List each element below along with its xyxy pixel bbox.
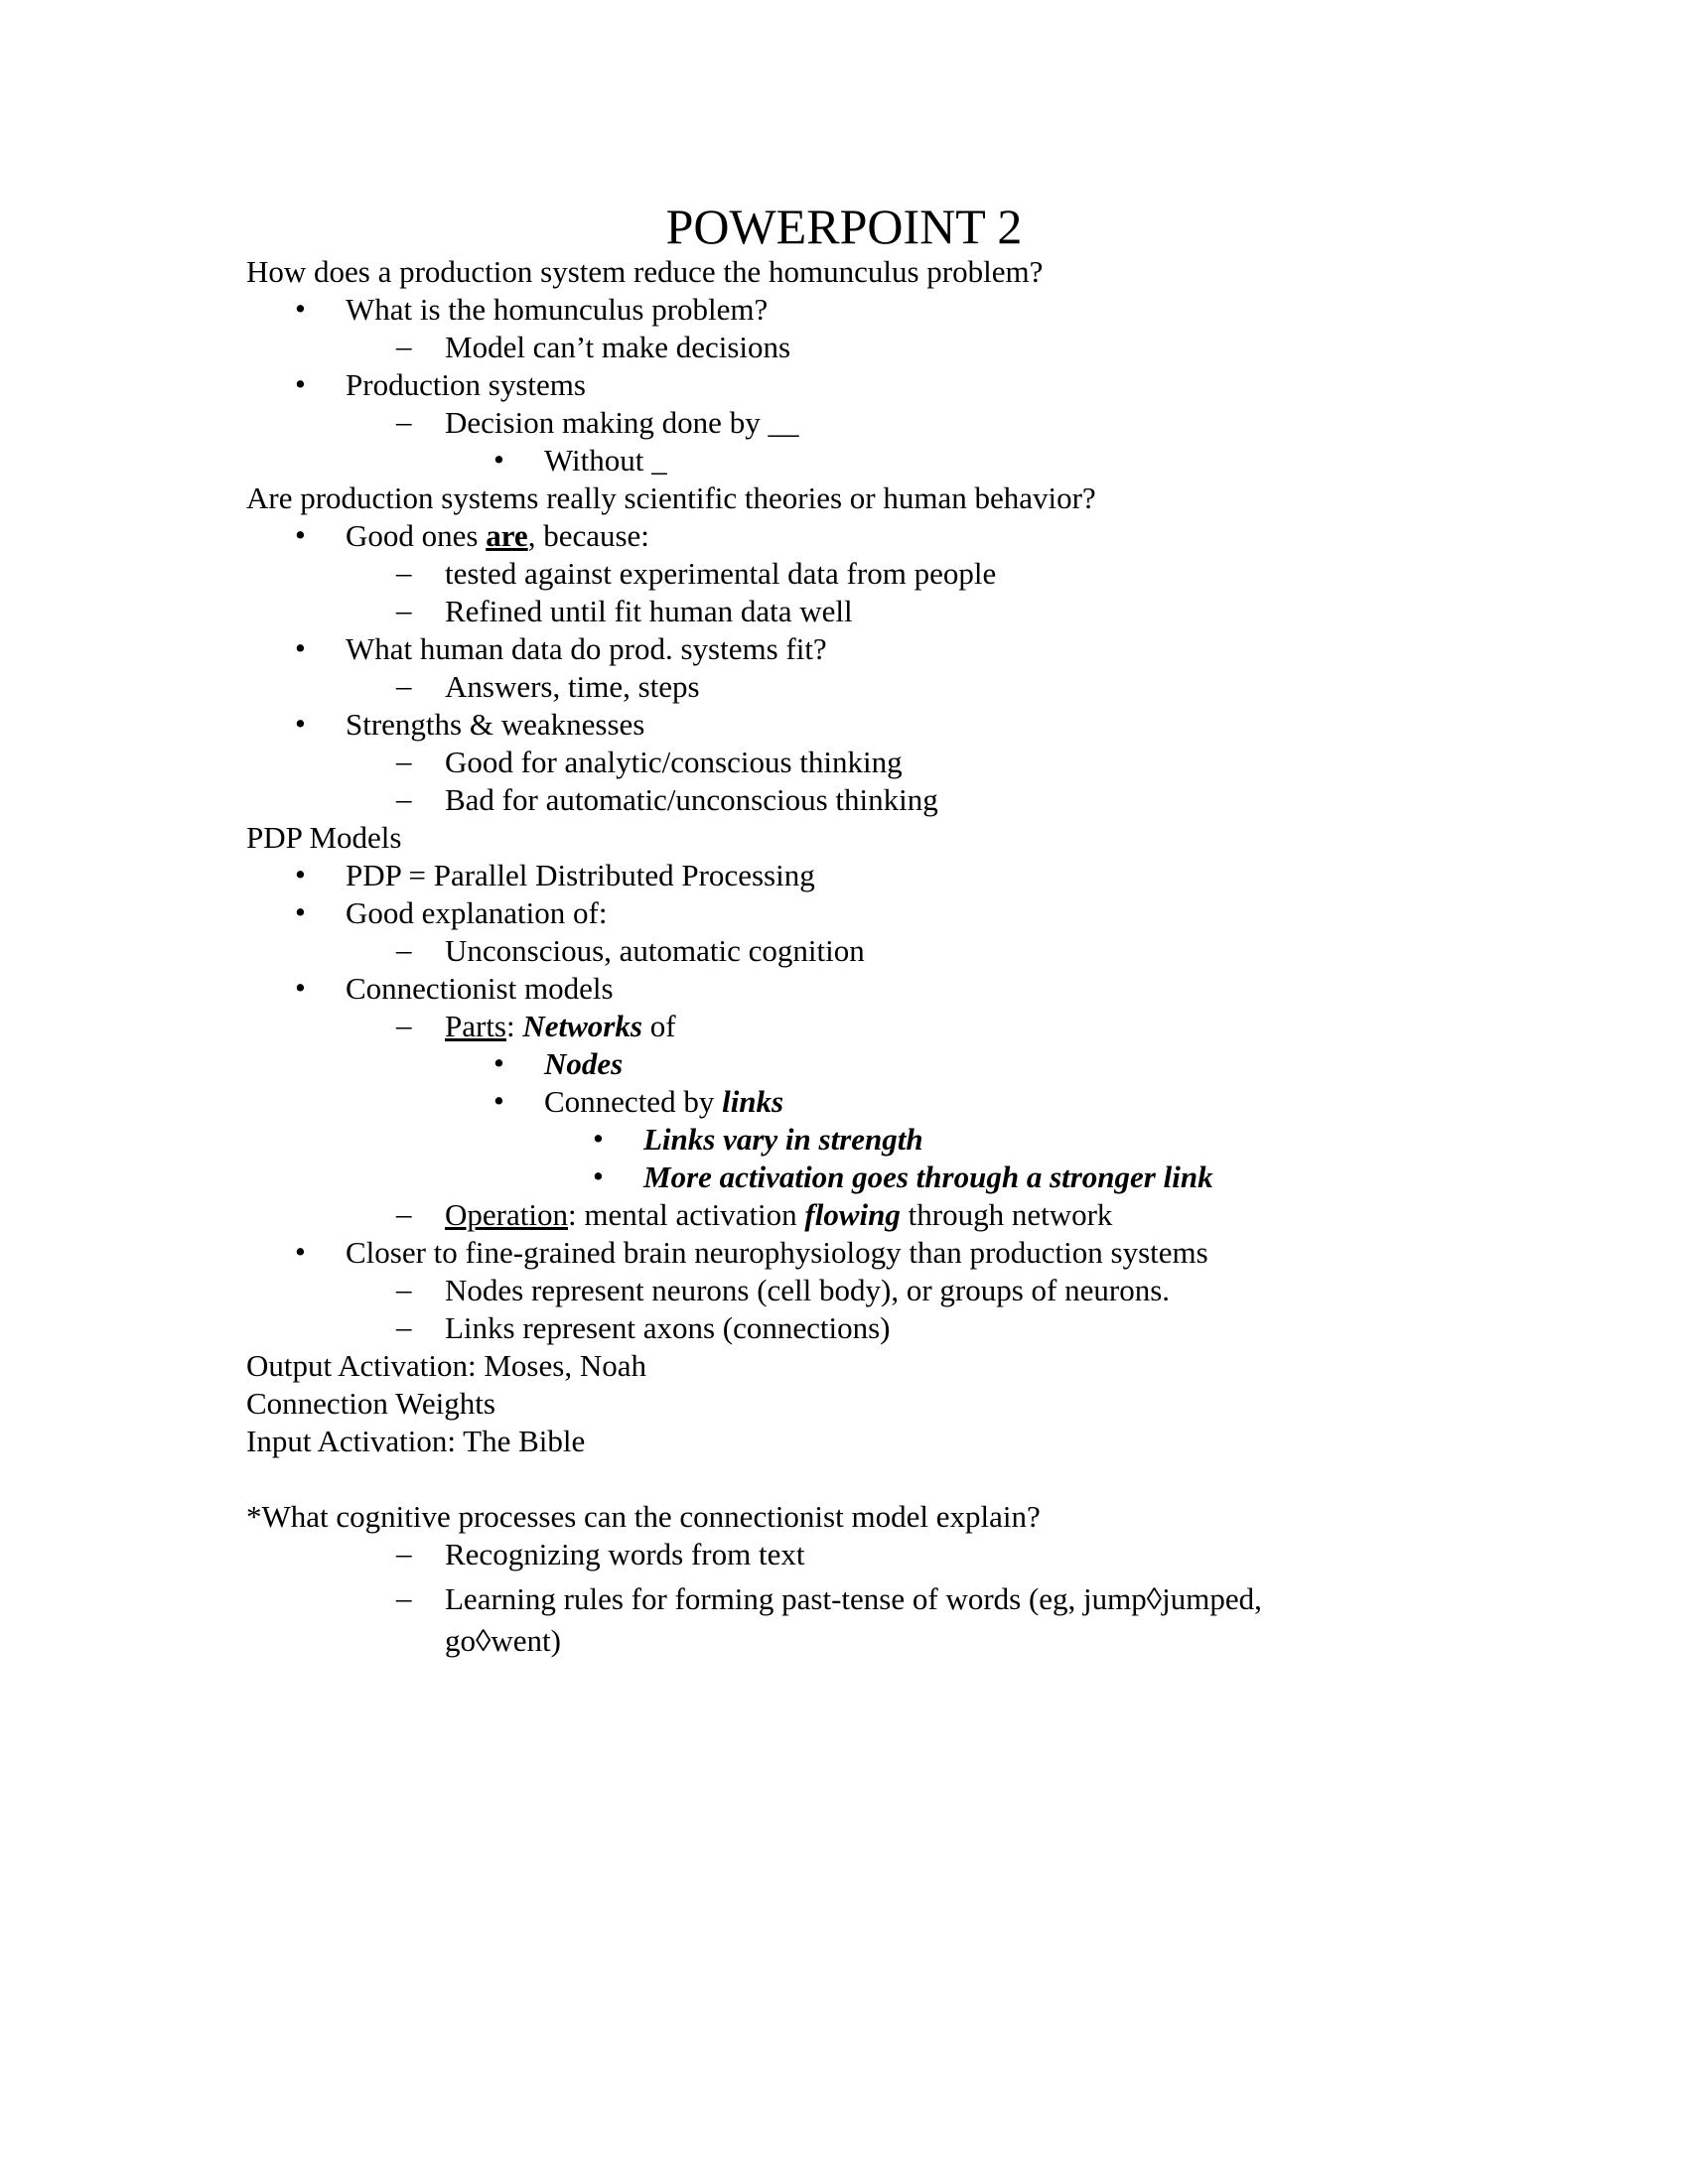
sub-recognizing-words: Recognizing words from text bbox=[445, 1537, 805, 1571]
dash-marker: – bbox=[396, 404, 412, 439]
good-ones-post: , because: bbox=[527, 518, 649, 553]
sub-links-represent: Links represent axons (connections) bbox=[445, 1310, 891, 1345]
sub-decision-making: Decision making done by __ bbox=[445, 405, 799, 440]
parts-label: Parts bbox=[445, 1009, 506, 1043]
question-cognitive-processes: *What cognitive processes can the connectionist model explain? bbox=[246, 1499, 1041, 1534]
bullet-good-ones bbox=[346, 517, 649, 555]
level4-more-activation: More activation goes through a stronger link bbox=[643, 1160, 1213, 1194]
note-output-activation: Output Activation: Moses, Noah bbox=[246, 1348, 646, 1383]
subsub-connected-by bbox=[544, 1083, 783, 1121]
sub-learning-rules-line2: go◊went) bbox=[445, 1623, 561, 1658]
parts-of: of bbox=[641, 1009, 676, 1043]
sub-answers-time-steps: Answers, time, steps bbox=[445, 669, 700, 704]
bullet-human-data: What human data do prod. systems fit? bbox=[346, 631, 827, 666]
operation-post: through network bbox=[900, 1197, 1113, 1232]
bullet-marker: • bbox=[295, 1234, 306, 1269]
bullet-marker: • bbox=[295, 706, 306, 741]
bullet-marker: • bbox=[295, 630, 306, 665]
bullet-marker: • bbox=[295, 857, 306, 891]
parts-networks: Networks bbox=[522, 1009, 642, 1043]
dash-marker: – bbox=[396, 781, 412, 816]
note-connection-weights: Connection Weights bbox=[246, 1386, 495, 1421]
sub-nodes-represent: Nodes represent neurons (cell body), or groups of neurons. bbox=[445, 1273, 1171, 1307]
bullet-marker: • bbox=[295, 970, 306, 1005]
subsub-nodes: Nodes bbox=[544, 1046, 624, 1081]
dash-marker: – bbox=[396, 1272, 412, 1306]
dash-marker: – bbox=[396, 744, 412, 778]
bullet-connectionist-models: Connectionist models bbox=[346, 971, 614, 1006]
dash-marker: – bbox=[396, 593, 412, 627]
bullet-marker: • bbox=[295, 366, 306, 401]
dash-marker: – bbox=[396, 1008, 412, 1042]
sub-parts bbox=[445, 1008, 676, 1045]
bullet-good-explanation: Good explanation of: bbox=[346, 895, 608, 930]
dash-marker: – bbox=[396, 932, 412, 967]
dash-marker: – bbox=[396, 555, 412, 590]
bullet-marker: • bbox=[593, 1159, 604, 1193]
sub-learning-rules-line1: Learning rules for forming past-tense of words (eg, jump◊jumped, bbox=[445, 1581, 1262, 1616]
dash-marker: – bbox=[396, 329, 412, 363]
good-ones-pre: Good ones bbox=[346, 518, 487, 553]
dash-marker: – bbox=[396, 1309, 412, 1344]
question-homunculus: How does a production system reduce the homunculus problem? bbox=[246, 254, 1044, 289]
bullet-marker: • bbox=[295, 291, 306, 326]
operation-label: Operation bbox=[445, 1197, 568, 1232]
operation-pre: : mental activation bbox=[567, 1197, 805, 1232]
bullet-pdp-definition: PDP = Parallel Distributed Processing bbox=[346, 858, 815, 892]
dash-marker: – bbox=[396, 668, 412, 703]
bullet-marker: • bbox=[295, 894, 306, 929]
heading-pdp-models: PDP Models bbox=[246, 820, 402, 855]
bullet-production-systems: Production systems bbox=[346, 367, 586, 402]
bullet-marker: • bbox=[493, 442, 504, 477]
bullet-homunculus-problem: What is the homunculus problem? bbox=[346, 292, 769, 327]
note-input-activation: Input Activation: The Bible bbox=[246, 1424, 586, 1458]
question-scientific-theories: Are production systems really scientific theories or human behavior? bbox=[246, 480, 1096, 515]
subsub-without: Without _ bbox=[544, 443, 667, 478]
connected-by-links: links bbox=[722, 1084, 784, 1119]
sub-refined: Refined until fit human data well bbox=[445, 594, 853, 628]
bullet-marker: • bbox=[493, 1045, 504, 1080]
parts-colon: : bbox=[506, 1009, 523, 1043]
bullet-closer-to-brain: Closer to fine-grained brain neurophysiology than production systems bbox=[346, 1235, 1208, 1270]
sub-tested-against: tested against experimental data from people bbox=[445, 556, 997, 591]
bullet-marker: • bbox=[593, 1121, 604, 1156]
dash-marker: – bbox=[396, 1196, 412, 1231]
bullet-strengths-weaknesses: Strengths & weaknesses bbox=[346, 707, 645, 742]
page-title: POWERPOINT 2 bbox=[665, 199, 1023, 254]
good-ones-emphasis: are bbox=[486, 518, 528, 553]
sub-bad-for-automatic: Bad for automatic/unconscious thinking bbox=[445, 782, 938, 817]
operation-flowing: flowing bbox=[804, 1197, 901, 1232]
bullet-marker: • bbox=[295, 517, 306, 552]
connected-by-text: Connected by bbox=[544, 1084, 723, 1119]
bullet-marker: • bbox=[493, 1083, 504, 1118]
sub-model-decisions: Model can’t make decisions bbox=[445, 330, 791, 364]
sub-operation bbox=[445, 1196, 1112, 1234]
sub-unconscious-cognition: Unconscious, automatic cognition bbox=[445, 933, 865, 968]
dash-marker: – bbox=[396, 1536, 412, 1570]
dash-marker: – bbox=[396, 1580, 412, 1615]
sub-good-for-analytic: Good for analytic/conscious thinking bbox=[445, 745, 903, 779]
level4-links-vary: Links vary in strength bbox=[643, 1122, 923, 1157]
